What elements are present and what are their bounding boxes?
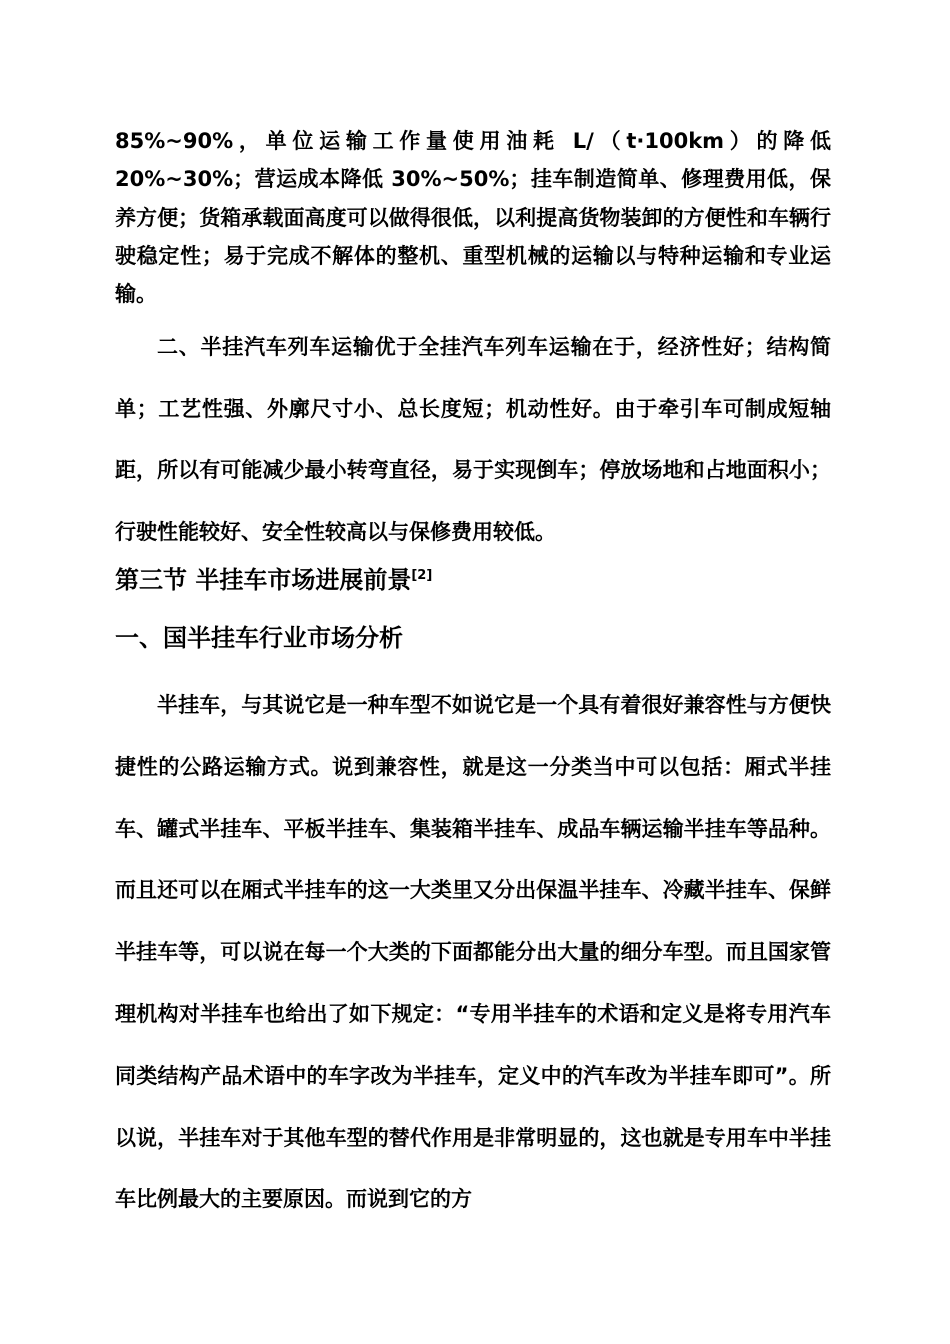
section-heading (115, 562, 432, 598)
paragraph-cost-benefits: 85%~90%，单位运输工作量使用油耗 L/（t·100km）的降低 20%~30%；营运成本降低 30%~50%；挂车制造简单、修理费用低，保养方便；货箱承载面高度可以做得很低，以利提高货物装卸的方便性和车辆行驶稳定性；易于完成不解体的整机、重型机械的运输以与特种运输和专业运输。 (115, 129, 831, 307)
paragraph-semi-vs-full-trailer: 二、半挂汽车列车运输优于全挂汽车列车运输在于，经济性好；结构简单；工艺性强、外廓尺寸小、总长度短；机动性好。由于牵引车可制成短轴距，所以有可能减少最小转弯直径，易于实现倒车；停放场地和占地面积小；行驶性能较好、安全性较高以与保修费用较低。 (115, 335, 831, 544)
paragraph-market-analysis: 半挂车，与其说它是一种车型不如说它是一个具有着很好兼容性与方便快捷性的公路运输方式。说到兼容性，就是这一分类当中可以包括：厢式半挂车、罐式半挂车、平板半挂车、集装箱半挂车、成品车辆运输半挂车等品种。而且还可以在厢式半挂车的这一大类里又分出保温半挂车、冷藏半挂车、保鲜半挂车等，可以说在每一个大类的下面都能分出大量的细分车型。而且国家管理机构对半挂车也给出了如下规定：“专用半挂车的术语和定义是将专用汽车同类结构产品术语中的车字改为半挂车，定义中的汽车改为半挂车即可”。所以说，半挂车对于其他车型的替代作用是非常明显的，这也就是专用车中半挂车比例最大的主要原因。而说到它的方 (115, 693, 831, 1212)
section-heading-text: 第三节 半挂车市场进展前景 (115, 566, 412, 594)
subsection-heading: 一、国半挂车行业市场分析 (115, 624, 403, 652)
section-reference-marker: [2] (411, 568, 433, 583)
